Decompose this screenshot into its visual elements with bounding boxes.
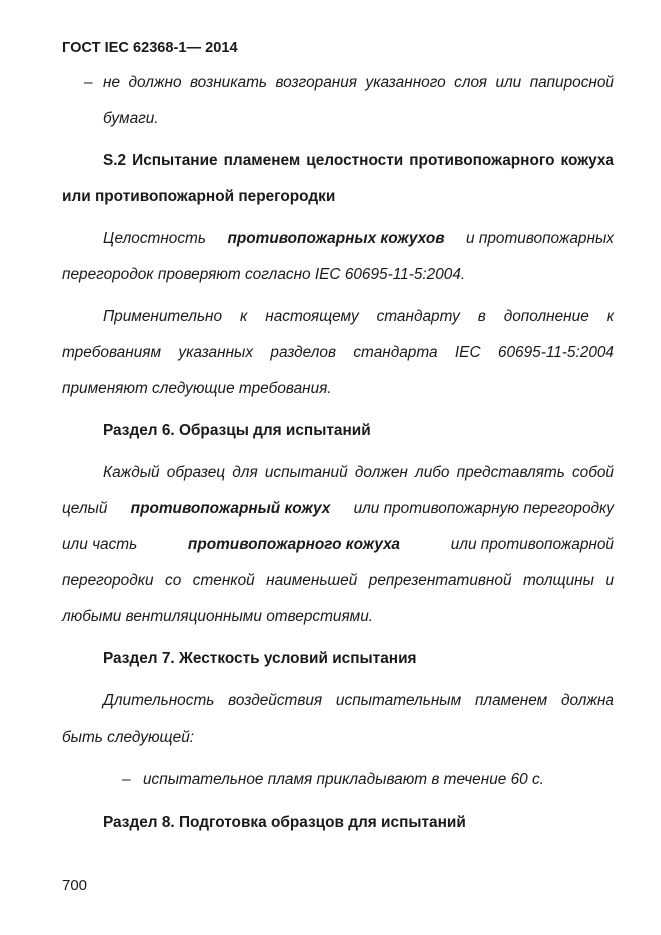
text-run: или противопожарной [450,536,614,553]
text-run: или часть [62,536,138,553]
paragraph-line: бумаги. [103,110,159,127]
page-number: 700 [62,877,88,894]
text-run: целый [62,500,108,517]
list-item-dash: – [84,74,93,91]
paragraph-line: применяют следующие требования. [62,380,332,397]
paragraph-line: перегородок проверяют согласно IEC 60695-11-5:2004. [62,266,466,283]
section-heading: Раздел 8. Подготовка образцов для испытаний [103,814,466,831]
section-heading: S.2 Испытание пламенем целостности противопожарного кожуха [103,152,614,169]
list-item-dash: – [122,771,131,788]
paragraph-line [103,230,614,248]
text-run: Целостность [103,230,206,247]
term-emphasis: противопожарный кожух [130,500,331,517]
paragraph-line: перегородки со стенкой наименьшей репрезентативной толщины и [62,572,614,589]
paragraph-line: требованиям указанных разделов стандарта IEC 60695-11-5:2004 [62,344,614,361]
paragraph-line: Каждый образец для испытаний должен либо представлять собой [103,464,614,481]
text-run: или противопожарную перегородку [353,500,614,517]
paragraph-line: быть следующей: [62,729,195,746]
document-header: ГОСТ IEC 62368-1— 2014 [62,40,238,56]
paragraph-line: любыми вентиляционными отверстиями. [62,608,374,625]
paragraph-line: испытательное пламя прикладывают в течение 60 с. [143,771,544,788]
paragraph-line [62,500,614,518]
section-heading: Раздел 7. Жесткость условий испытания [103,650,417,667]
section-heading: Раздел 6. Образцы для испытаний [103,422,371,439]
paragraph-line [62,536,614,554]
paragraph-line: Применительно к настоящему стандарту в дополнение к [103,308,614,325]
paragraph-line: не должно возникать возгорания указанного слоя или папиросной [103,74,614,91]
paragraph-line: Длительность воздействия испытательным пламенем должна [103,692,614,709]
text-run: и противопожарных [466,230,614,247]
term-emphasis: противопожарных кожухов [227,230,445,247]
section-heading: или противопожарной перегородки [62,188,336,205]
term-emphasis: противопожарного кожуха [187,536,400,553]
